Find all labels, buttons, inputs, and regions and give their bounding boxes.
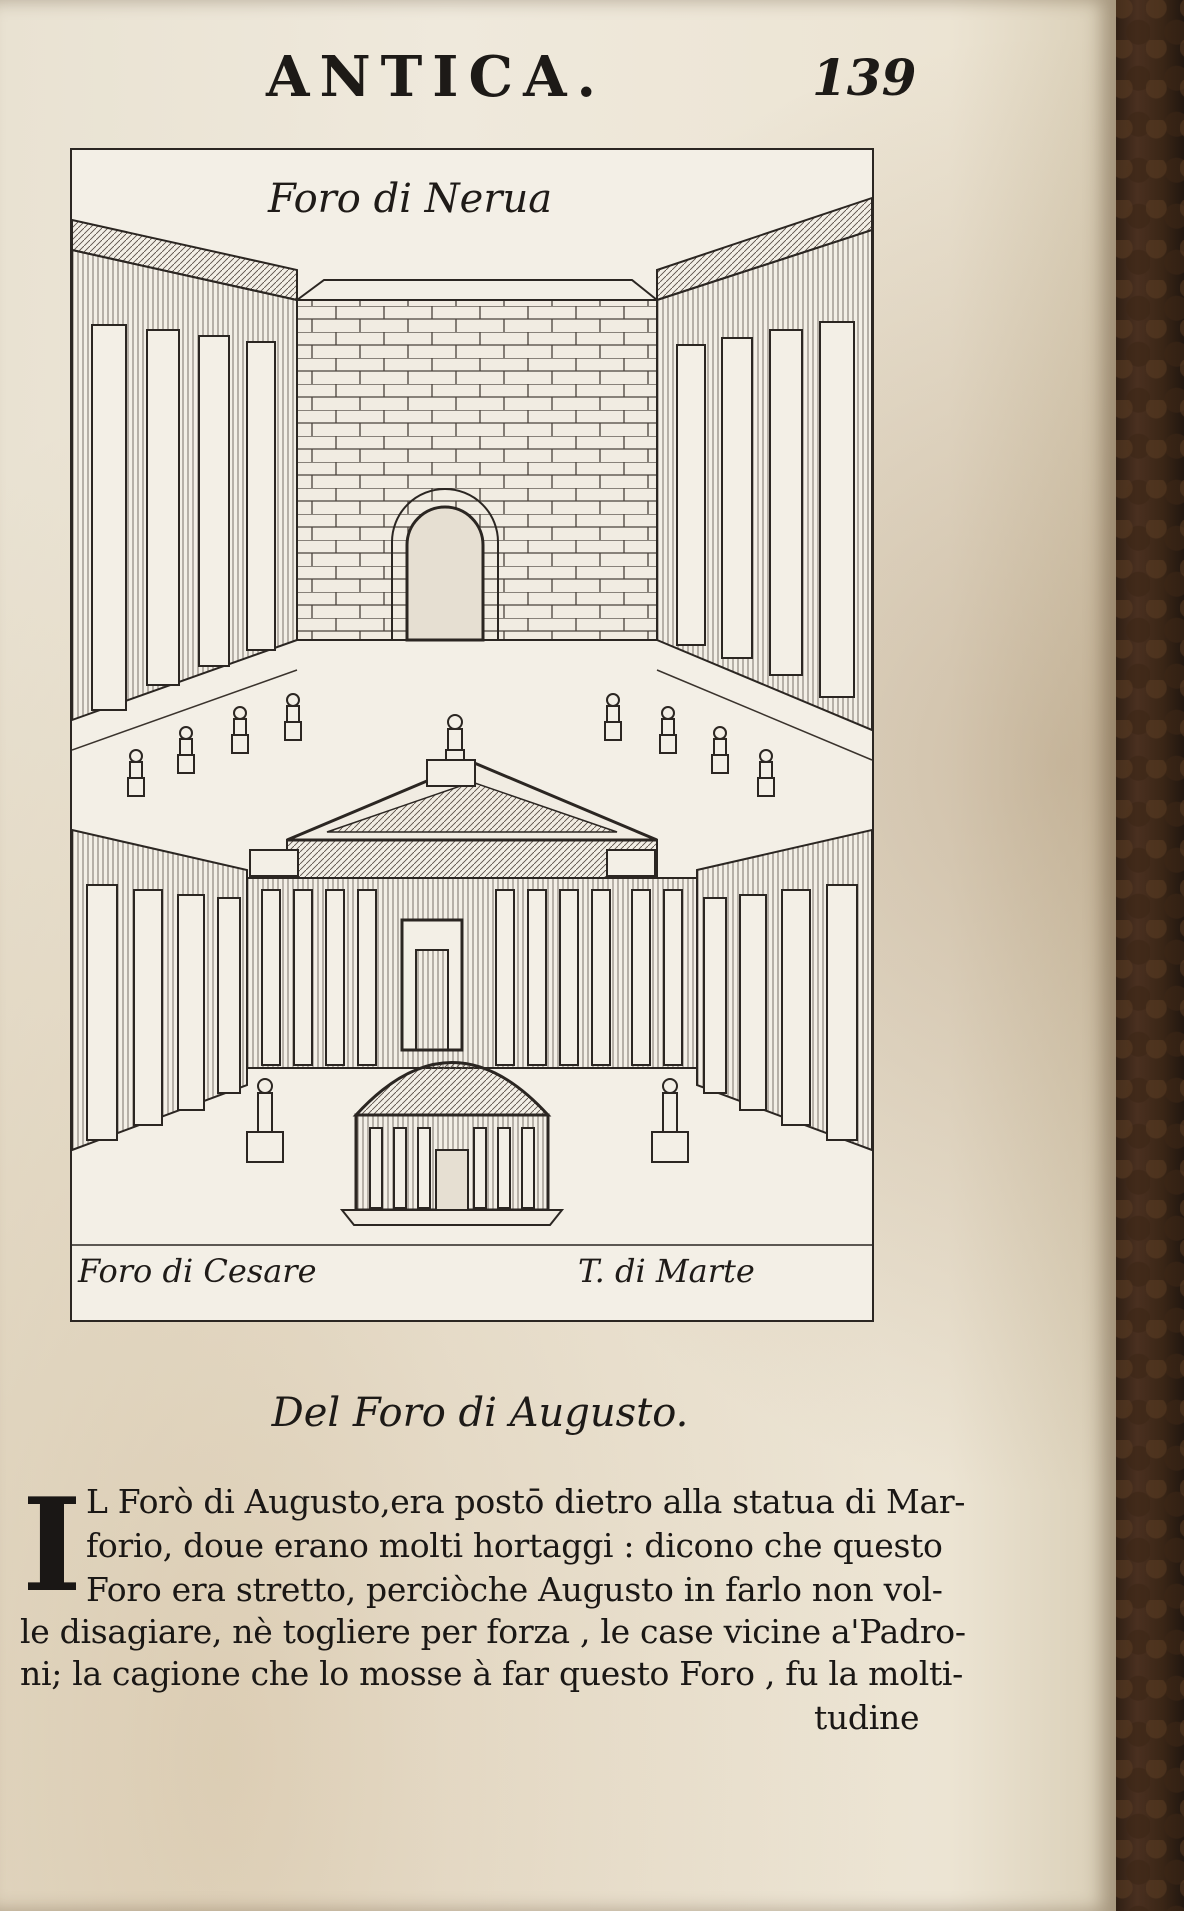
section-title: Del Foro di Augusto. <box>271 1390 689 1436</box>
running-head <box>0 44 1116 114</box>
plate-caption-top: Foro di Nerua <box>268 176 553 222</box>
body-line: L Forò di Augusto,era postō dietro alla statua di Mar- <box>86 1482 966 1521</box>
page-number: 139 <box>812 48 917 107</box>
body-line: Foro era stretto, perciòche Augusto in farlo non vol- <box>86 1570 943 1609</box>
running-title: ANTICA. <box>266 44 607 110</box>
plate-caption-bottom-right: T. di Marte <box>578 1252 755 1290</box>
body-line: le disagiare, nè togliere per forza , le case vicine a'Padro- <box>20 1612 966 1651</box>
forum-engraving <box>72 150 872 1320</box>
book-spine <box>1112 0 1184 1911</box>
drop-cap: I <box>22 1471 82 1621</box>
catchword: tudine <box>814 1698 920 1737</box>
engraving-plate <box>70 148 874 1322</box>
plate-caption-bottom-left: Foro di Cesare <box>78 1252 317 1290</box>
body-line: forio, doue erano molti hortaggi : dicono che questo <box>86 1526 943 1565</box>
body-line: ni; la cagione che lo mosse à far questo Foro , fu la molti- <box>20 1654 964 1693</box>
